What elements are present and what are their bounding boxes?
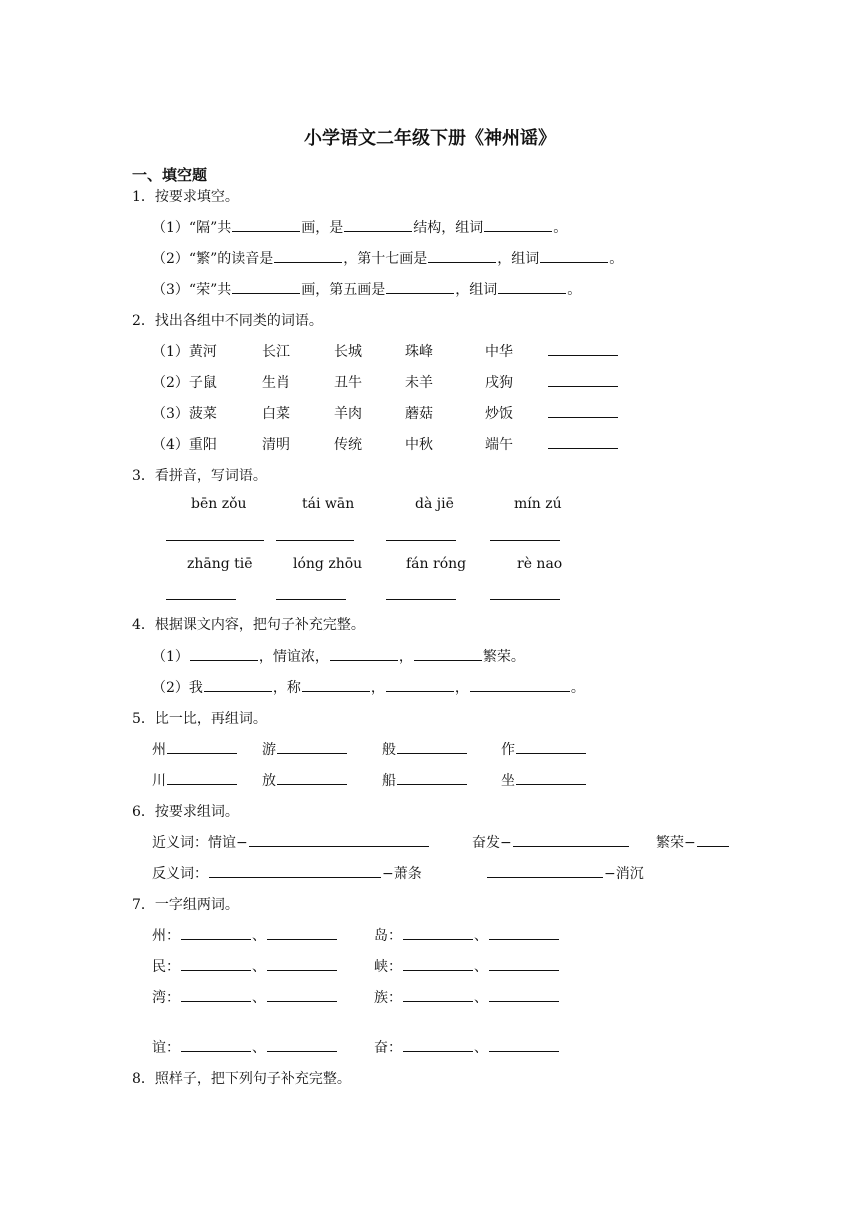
pinyin: rè nao (517, 556, 563, 572)
text: （1）“隔”共 (152, 220, 232, 236)
answer-line[interactable] (276, 540, 354, 541)
text: ， (454, 680, 469, 696)
pinyin: tái wān (302, 496, 355, 512)
compare-item (382, 770, 468, 790)
answer-line[interactable] (548, 355, 618, 356)
blank[interactable] (277, 770, 347, 785)
blank[interactable] (414, 646, 482, 661)
q1-line-1 (152, 217, 567, 237)
blank[interactable] (267, 925, 337, 940)
answer-line[interactable] (548, 448, 618, 449)
word-option: 未羊 (405, 375, 433, 391)
blank[interactable] (232, 217, 300, 232)
text: 反义词： (152, 866, 208, 882)
question-number: 6． (132, 804, 155, 820)
word-option: 白菜 (262, 406, 290, 422)
separator: 、 (474, 928, 488, 944)
dash: − (684, 835, 696, 851)
blank[interactable] (181, 1037, 251, 1052)
text: （2）我 (152, 680, 203, 696)
text: （1） (152, 649, 189, 665)
blank[interactable] (204, 677, 272, 692)
separator: 、 (474, 959, 488, 975)
blank[interactable] (249, 832, 429, 847)
text: ，组词 (497, 251, 540, 267)
blank[interactable] (167, 770, 237, 785)
blank[interactable] (403, 1037, 473, 1052)
compare-item (262, 770, 348, 790)
question-text: 根据课文内容，把句子补充完整。 (154, 617, 365, 633)
blank[interactable] (489, 1037, 559, 1052)
blank[interactable] (344, 217, 412, 232)
word-option: 羊肉 (334, 406, 362, 422)
blank[interactable] (267, 956, 337, 971)
q6-line-1 (152, 832, 430, 852)
word-option: 生肖 (262, 375, 290, 391)
word-group-item (152, 987, 338, 1007)
character: 川 (152, 773, 166, 789)
pinyin: mín zú (514, 496, 562, 512)
question-number: 3． (132, 468, 155, 484)
question-6 (132, 801, 239, 821)
pinyin: dà jiē (415, 496, 454, 512)
blank[interactable] (428, 248, 496, 263)
text: 繁荣 (656, 835, 684, 851)
separator: 、 (252, 928, 266, 944)
question-number: 8． (132, 1071, 155, 1087)
question-number: 7． (132, 897, 155, 913)
dash: − (236, 835, 248, 851)
word-group-item (374, 956, 560, 976)
character: 放 (262, 773, 276, 789)
answer-line[interactable] (490, 540, 560, 541)
word-group-item (374, 925, 560, 945)
q6-line-2b (486, 863, 644, 883)
character: 州 (152, 742, 166, 758)
separator: 、 (474, 990, 488, 1006)
word-option: 长江 (262, 344, 290, 360)
character: 族： (374, 990, 402, 1006)
character: 般 (382, 742, 396, 758)
blank[interactable] (181, 956, 251, 971)
word-option: 传统 (334, 437, 362, 453)
blank[interactable] (181, 987, 251, 1002)
answer-line[interactable] (386, 599, 456, 600)
blank[interactable] (302, 677, 370, 692)
blank[interactable] (697, 832, 729, 847)
question-2 (132, 310, 323, 330)
text: 结构，组词 (413, 220, 484, 236)
character: 坐 (501, 773, 515, 789)
text: 。 (553, 220, 568, 236)
question-number: 5． (132, 711, 155, 727)
word-group-item (374, 987, 560, 1007)
blank[interactable] (403, 925, 473, 940)
word-group-item (152, 956, 338, 976)
word-group-item (152, 925, 338, 945)
question-text: 按要求组词。 (154, 804, 239, 820)
pinyin: fán róng (406, 556, 467, 572)
text: 奋发 (472, 835, 500, 851)
blank[interactable] (181, 925, 251, 940)
character: 作 (501, 742, 515, 758)
blank[interactable] (274, 248, 342, 263)
q1-line-3 (152, 279, 581, 299)
blank[interactable] (489, 925, 559, 940)
blank[interactable] (540, 248, 608, 263)
blank[interactable] (487, 863, 603, 878)
blank[interactable] (277, 739, 347, 754)
question-text: 比一比，再组词。 (154, 711, 267, 727)
text: 画，第五画是 (301, 282, 386, 298)
section-heading: 一、填空题 (132, 166, 208, 184)
separator: 、 (252, 1040, 266, 1056)
blank[interactable] (267, 987, 337, 1002)
question-text: 找出各组中不同类的词语。 (154, 313, 323, 329)
word-option: 珠峰 (405, 344, 433, 360)
character: 岛： (374, 928, 402, 944)
text: 繁荣。 (482, 649, 525, 665)
character: 峡： (374, 959, 402, 975)
separator: 、 (252, 959, 266, 975)
q6-line-2 (152, 863, 422, 883)
blank[interactable] (489, 956, 559, 971)
separator: 、 (474, 1040, 488, 1056)
blank[interactable] (232, 279, 300, 294)
dash: − (500, 835, 512, 851)
question-text: 一字组两词。 (154, 897, 239, 913)
question-number: 4． (132, 617, 155, 633)
character: 州： (152, 928, 180, 944)
compare-item (382, 739, 468, 759)
text: ，第十七画是 (343, 251, 428, 267)
compare-item (152, 739, 238, 759)
character: 船 (382, 773, 396, 789)
blank[interactable] (397, 739, 467, 754)
blank[interactable] (516, 770, 586, 785)
word-group-item (374, 1037, 560, 1057)
character: 湾： (152, 990, 180, 1006)
character: 谊： (152, 1040, 180, 1056)
word-option: （4）重阳 (152, 437, 217, 453)
word-option: 端午 (485, 437, 513, 453)
word-option: 炒饭 (485, 406, 513, 422)
blank[interactable] (397, 770, 467, 785)
word-option: 丑牛 (334, 375, 362, 391)
blank[interactable] (489, 987, 559, 1002)
character: 游 (262, 742, 276, 758)
answer-line[interactable] (166, 599, 236, 600)
text: 萧条 (393, 866, 422, 882)
page-title: 小学语文二年级下册《神州谣》 (304, 128, 556, 149)
q1-line-2 (152, 248, 623, 268)
answer-line[interactable] (166, 540, 264, 541)
q4-line-1 (152, 646, 525, 666)
word-option: 蘑菇 (405, 406, 433, 422)
word-option: （2）子鼠 (152, 375, 217, 391)
blank[interactable] (403, 987, 473, 1002)
question-text: 照样子，把下列句子补充完整。 (154, 1071, 351, 1087)
q6-line-1b (472, 832, 630, 852)
blank[interactable] (403, 956, 473, 971)
text: ，情谊浓， (258, 649, 329, 665)
text: 。 (609, 251, 624, 267)
word-option: 中秋 (405, 437, 433, 453)
compare-item (262, 739, 348, 759)
blank[interactable] (167, 739, 237, 754)
dash: − (382, 866, 394, 882)
blank[interactable] (330, 646, 398, 661)
separator: 、 (252, 990, 266, 1006)
blank[interactable] (513, 832, 629, 847)
question-text: 看拼音，写词语。 (154, 468, 267, 484)
compare-item (501, 739, 587, 759)
blank[interactable] (470, 677, 570, 692)
pinyin: bēn zǒu (191, 496, 247, 512)
text: ，组词 (455, 282, 498, 298)
blank[interactable] (484, 217, 552, 232)
question-1 (132, 186, 239, 206)
word-option: 清明 (262, 437, 290, 453)
q4-line-2 (152, 677, 585, 697)
answer-line[interactable] (276, 599, 346, 600)
question-7 (132, 894, 239, 914)
word-option: （1）黄河 (152, 344, 217, 360)
word-option: 长城 (334, 344, 362, 360)
pinyin: zhāng tiē (187, 556, 253, 572)
text: 。 (570, 680, 585, 696)
question-4 (132, 614, 365, 634)
dash: − (604, 866, 616, 882)
word-option: 戌狗 (485, 375, 513, 391)
answer-line[interactable] (386, 540, 456, 541)
blank[interactable] (190, 646, 258, 661)
word-option: 中华 (485, 344, 513, 360)
character: 民： (152, 959, 180, 975)
text: ， (398, 649, 413, 665)
answer-line[interactable] (548, 386, 618, 387)
answer-line[interactable] (548, 417, 618, 418)
blank[interactable] (516, 739, 586, 754)
pinyin: lóng zhōu (293, 556, 363, 572)
compare-item (152, 770, 238, 790)
question-number: 2． (132, 313, 155, 329)
question-5 (132, 708, 267, 728)
text: 消沉 (615, 866, 644, 882)
word-option: （3）菠菜 (152, 406, 217, 422)
compare-item (501, 770, 587, 790)
text: （2）“繁”的读音是 (152, 251, 274, 267)
question-text: 按要求填空。 (154, 189, 239, 205)
text: （3）“荣”共 (152, 282, 232, 298)
text: ， (370, 680, 385, 696)
question-8 (132, 1068, 351, 1088)
blank[interactable] (386, 279, 454, 294)
blank[interactable] (386, 677, 454, 692)
answer-line[interactable] (490, 599, 560, 600)
question-number: 1． (132, 189, 155, 205)
blank[interactable] (209, 863, 381, 878)
text: ，称 (272, 680, 301, 696)
blank[interactable] (498, 279, 566, 294)
q6-line-1c (656, 832, 730, 852)
blank[interactable] (267, 1037, 337, 1052)
text: 。 (567, 282, 582, 298)
text: 画，是 (301, 220, 344, 236)
character: 奋： (374, 1040, 402, 1056)
text: 近义词：情谊 (152, 835, 236, 851)
word-group-item (152, 1037, 338, 1057)
question-3 (132, 465, 267, 485)
